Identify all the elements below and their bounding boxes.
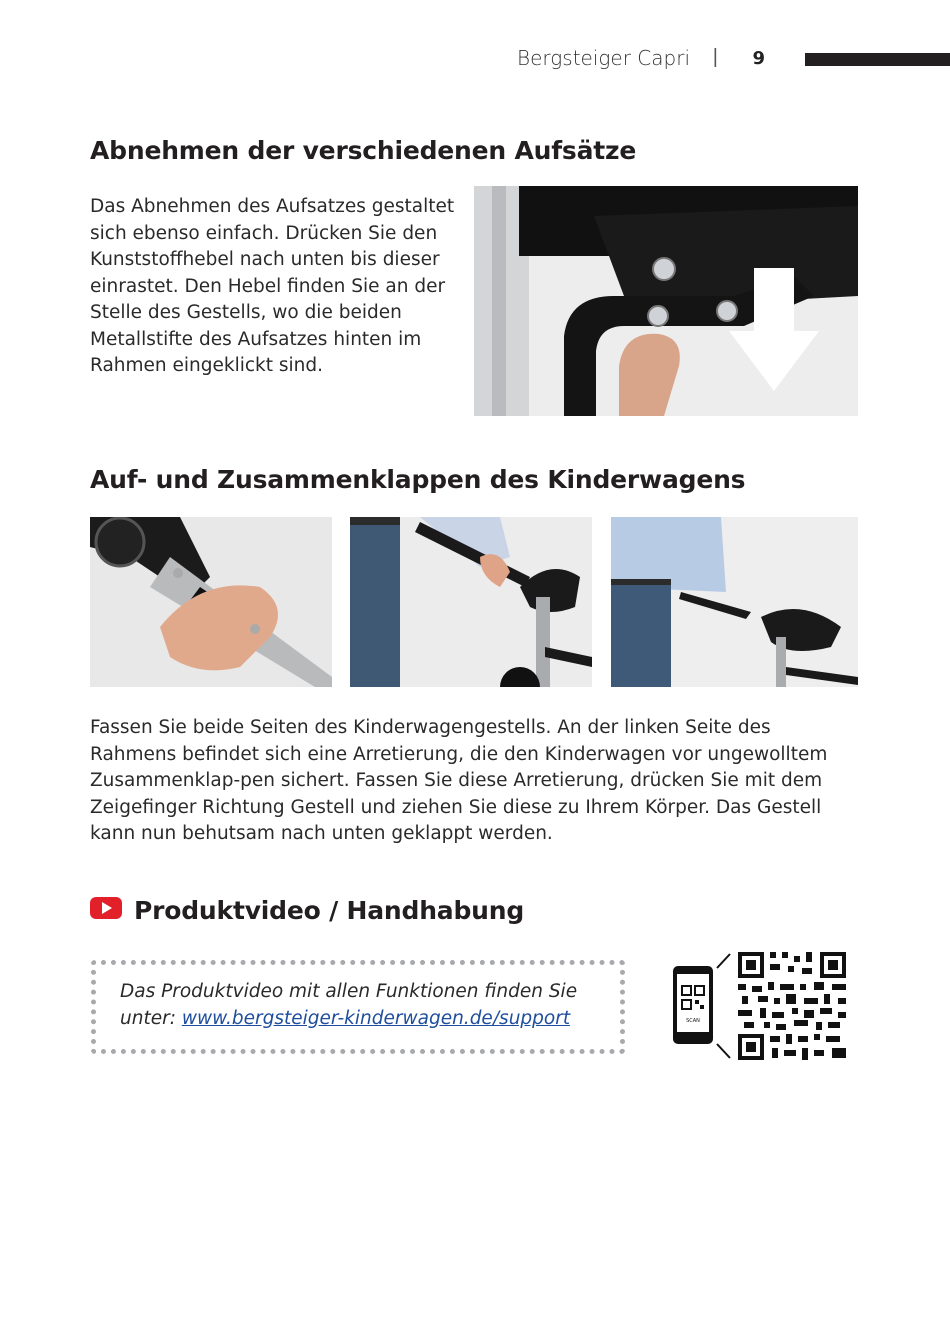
brand-name: Bergsteiger Capri [517, 46, 690, 70]
qr-code-icon [668, 948, 852, 1064]
qr-scan-graphic [668, 948, 852, 1064]
scan-label: SCAN [686, 1018, 700, 1024]
remove-attachments-text: Das Abnehmen des Aufsatzes gestaltet sich ebenso einfach. Drücken Sie den Kunststoffhebel nach unten bis dieser einrastet. Den Hebel finden Sie an der Stelle des Gestells, wo die beiden Metallstifte des Aufsatzes hinten im Rahmen eingeklickt sind. [90, 196, 455, 376]
section-heading-fold-stroller: Auf- und Zusammenklappen des Kinderwagens [90, 465, 746, 494]
support-link[interactable]: www.bergsteiger-kinderwagen.de/support [181, 1007, 571, 1029]
release-lever-illustration [474, 186, 858, 416]
page-number: 9 [752, 48, 765, 69]
fold-step-grab-illustration [350, 517, 592, 687]
section-heading-remove-attachments: Abnehmen der verschiedenen Aufsätze [90, 136, 637, 165]
photo-fold-step-grab [350, 517, 592, 687]
section-heading-product-video: Produktvideo / Handhabung [134, 896, 525, 925]
header-separator: | [712, 46, 718, 68]
photo-release-lever [474, 186, 858, 416]
video-info-prefix: Das Produktvideo mit allen Funktionen finden Sie unter: [120, 981, 578, 1029]
page-header [0, 44, 950, 74]
fold-lock-illustration [90, 517, 332, 687]
fold-step-collapse-illustration [611, 517, 858, 687]
photo-fold-step-collapse [611, 517, 858, 687]
photo-fold-lock-closeup [90, 517, 332, 687]
fold-stroller-text: Fassen Sie beide Seiten des Kinderwagengestells. An der linken Seite des Rahmens befindet sich eine Arretierung, die den Kinderwagen vor ungewolltem Zusammenklap-pen sichert. Fassen Sie diese Arretierung, drücken Sie mit dem Zeigefinger Richtung Gestell und ziehen Sie diese zu Ihrem Körper. Das Gestell kann nun behutsam nach unten geklappt werden. [90, 717, 828, 844]
video-info-box [91, 960, 625, 1054]
youtube-icon [90, 897, 122, 919]
header-bar [805, 53, 950, 66]
video-info-text [120, 979, 620, 1032]
